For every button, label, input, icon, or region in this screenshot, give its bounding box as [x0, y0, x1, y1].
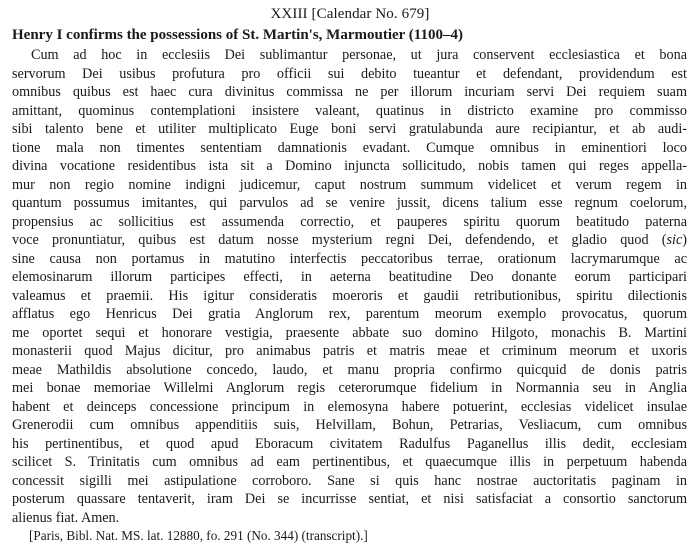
text-line: amittant, quominus contemplationi insistere valeant, quatinus in districto examine pro commisso	[12, 102, 687, 119]
text-line: Grenerodii cum omnibus appenditiis suis, Helvillam, Bohun, Petrarias, Vesliacum, cum omnibus	[12, 417, 687, 433]
source-citation: [Paris, Bibl. Nat. MS. lat. 12880, fo. 291 (No. 344) (transcript).]	[29, 528, 368, 543]
text-line: valeamus et praemii. His igitur consideratis moeroris et gaudii retributionibus, spiritu dilectionis	[12, 287, 687, 304]
text-line: monasterii quod Majus dicitur, pro animabus patris et matris meae et criminum meorum et uxoris	[12, 343, 687, 359]
text-line: afflatus ego Henricus Dei gratia Anglorum rex, parentum meorum exemplo provocatus, quorum	[12, 306, 687, 322]
text-line: posterum quassare tentaverit, iram Dei se incurrisse sentiat, et nisi satisfaciat a consortio sanctorum	[12, 491, 687, 507]
text-line: meae Mathildis absolutione concedo, laudo, et manu propria confirmo quicquid de donis patris	[12, 361, 687, 378]
text-line: voce pronuntiatur, quibus est datum nosse mysterium regni Dei, defendendo, et gladio quod (sic)	[12, 232, 687, 248]
text-line: quantum possumus imitantes, qui parvulos ad se venire jussit, dicens talium esse regnum coelorum,	[12, 195, 687, 211]
text-line: elemosinarum illorum participes effecti, in aeterna beatitudine Deo donante eorum participari	[12, 269, 687, 285]
text-line: divina vocatione residentibus ista sit a Domino injuncta sollicitudo, nobis tamen qui reges appella-	[12, 158, 687, 174]
text-line: servorum Dei usibus profutura pro officii sui debito tueantur et defendant, providendum est	[12, 65, 687, 82]
text-line: tione mala non timentes sententiam damnationis evadant. Cumque omnibus in eminentiori loco	[12, 139, 687, 156]
text-line: mur non regio nomine indigni judicemur, caput nostrum summum videlicet et verum regem in	[12, 176, 687, 193]
document-number	[0, 6, 700, 23]
text-line: omnibus quibus est haec cura divinitus commissa ne per illorum incuriam servi Dei requiem suam	[12, 84, 687, 100]
document-number-roman: XXIII	[270, 6, 308, 22]
text-line: his pertinentibus, et quod apud Eboracum civitatem Radulfus Paganellus illis dedit, ecclesiam	[12, 435, 687, 452]
text-line: scilicet S. Trinitatis cum omnibus ad eam pertinentibus, et quaecumque illis in perpetuum habenda	[12, 454, 687, 470]
text-line: me oportet sequi et honorare vestigia, praesente abbate suo domino Hilgoto, monachis B. Martini	[12, 324, 687, 341]
document-heading: Henry I confirms the possessions of St. Martin's, Marmoutier (1100–4)	[12, 27, 463, 43]
text-line: mei bonae memoriae Willelmi Anglorum regis ceterorumque fidelium in Normannia seu in Anglia	[12, 380, 687, 396]
charter-text	[12, 46, 687, 527]
text-line: propensius ac sollicitius est assumenda correctio, et pauperes spiritu quorum beatitudo paterna	[12, 213, 687, 230]
text-line: Cum ad hoc in ecclesiis Dei sublimantur personae, ut jura conservent ecclesiastica et bona	[31, 47, 687, 63]
text-line: sibi talento bene et utiliter multiplicato Euge boni servi gratulabunda aure recipiantur, et ab audi-	[12, 121, 687, 137]
calendar-reference: [Calendar No. 679]	[307, 6, 430, 22]
text-line: alienus fiat. Amen.	[12, 509, 120, 526]
text-line: habent et deinceps concessione principum in elemosyna habere potuerint, ecclesias videlicet insulae	[12, 398, 687, 415]
text-line: concessit sigilli mei astipulatione corroboro. Sane si quis hanc nostrae auctoritatis paginam in	[12, 472, 687, 489]
text-line: sine causa non portamus in matutino interfectis peccatoribus terrae, orationum lacrymarumque ac	[12, 250, 687, 267]
